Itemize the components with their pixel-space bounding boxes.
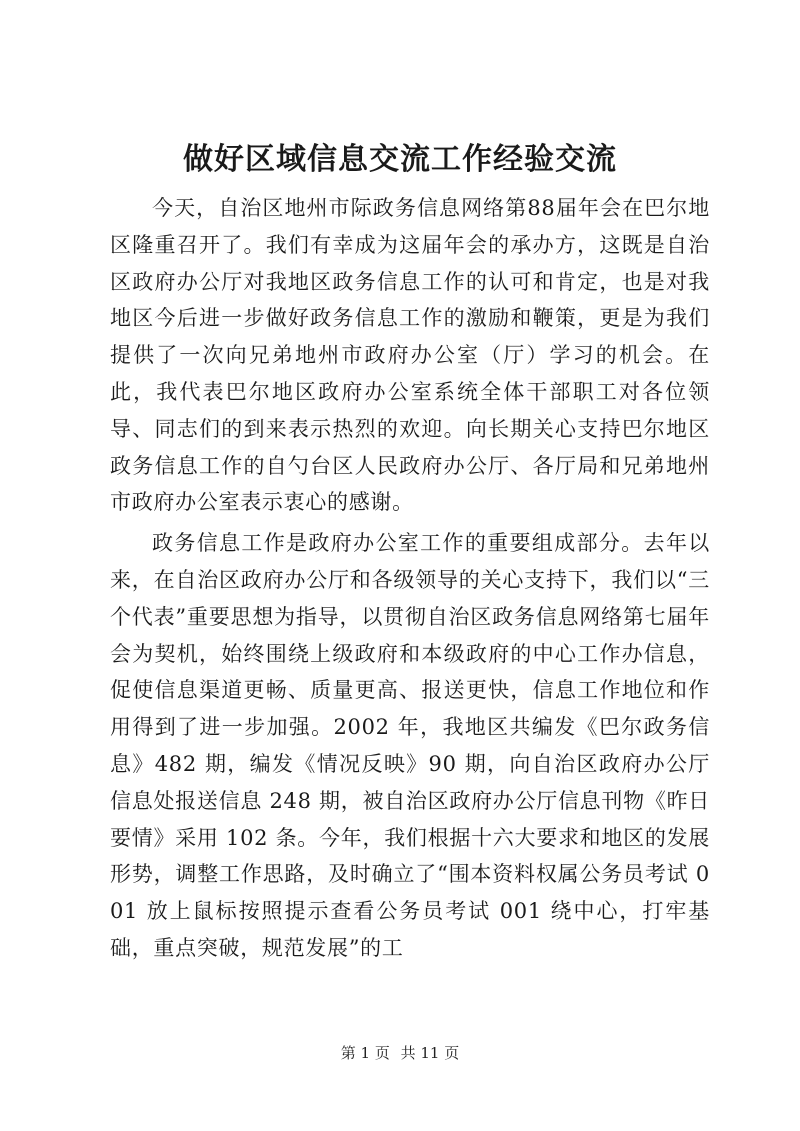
paragraph-welcome: 今天，自治区地州市际政务信息网络第88届年会在巴尔地区隆重召开了。我们有幸成为这届年会的承办方，这既是自治区政府办公厅对我地区政务信息工作的认可和肯定，也是对我地区今后进一步做好政务信息工作的激励和鞭策，更是为我们提供了一次向兄弟地州市政府办公室（厅）学习的机会。在此，我代表巴尔地区政府办公室系统全体干部职工对各位领导、同志们的到来表示热烈的欢迎。向长期关心支持巴尔地区政务信息工作的自勺台区人民政府办公厅、各厅局和兄弟地州市政府办公室表示衷心的感谢。 <box>110 196 710 515</box>
page-footer <box>0 1043 800 1063</box>
page-total: 共 11 页 <box>400 1044 460 1062</box>
page-number: 第 1 页 <box>340 1044 390 1062</box>
paragraph-work-summary: 政务信息工作是政府办公室工作的重要组成部分。去年以来，在自治区政府办公厅和各级领导的关心支持下，我们以“三个代表”重要思想为指导，以贯彻自治区政务信息网络第七届年会为契机，始终围绕上级政府和本级政府的中心工作办信息，促使信息渠道更畅、质量更高、报送更快，信息工作地位和作用得到了进一步加强。2002 年，我地区共编发《巴尔政务信息》482 期，编发《情况反映》90 期，向自治区政府办公厅信息处报送信息 248 期，被自治区政府办公厅信息刊物《昨日要情》采用 102 条。今年，我们根据十六大要求和地区的发展形势，调整工作思路，及时确立了“围本资料权属公务员考试 001 放上鼠标按照提示查看公务员考试 001 绕中心，打牢基础，重点突破，规范发展”的工 <box>110 531 710 960</box>
document-title: 做好区域信息交流工作经验交流 <box>183 142 617 177</box>
document-body <box>110 190 710 967</box>
